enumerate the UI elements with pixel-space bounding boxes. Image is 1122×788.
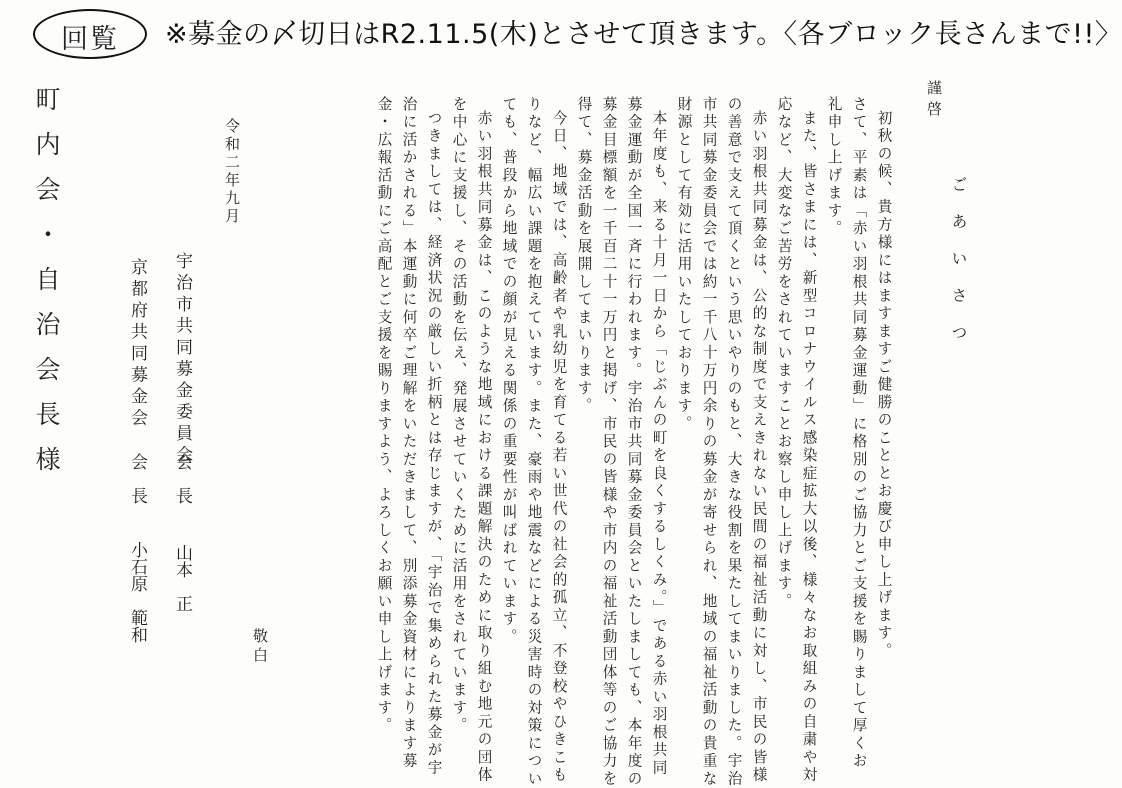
body-line: ても、普段から地域での顔が見える関係の重要性が叫ばれています。 bbox=[500, 96, 518, 647]
body-line: 得て、募金活動を展開してまいります。 bbox=[575, 96, 593, 416]
body-line: 今日、地域では、高齢者や乳幼児を育てる若い世代の社会的孤立、不登校やひきこも bbox=[550, 110, 568, 785]
body-line: りなど、幅広い課題を抱えています。また、豪雨や地震などによる災害時の対策につい bbox=[525, 96, 543, 788]
sender-org-uji: 宇治市共同募金委員会 bbox=[172, 252, 192, 467]
addressee: 町内会・自治会長様 bbox=[32, 86, 61, 491]
body-line: を中心に支援し、その活動を伝え、発展させていくために活用をされています。 bbox=[450, 96, 468, 735]
body-line: 募金目標額を一千百二十一万円と掲げ、市民の皆様や市内の福祉活動団体等のご協力を bbox=[600, 96, 618, 788]
body-line: 募金運動が全国一斉に行われます。宇治市共同募金委員会といたしましても、本年度の bbox=[625, 96, 643, 788]
body-line: 礼申し上げます。 bbox=[825, 96, 843, 238]
body-line: 治に活かされる」本運動に何卒ご理解をいただきまして、別添募金資材によります募 bbox=[400, 96, 418, 771]
body-line: 初秋の候、貴方様にはますますご健勝のこととお慶び申し上げます。 bbox=[875, 110, 893, 661]
letter-title: ごあいさつ bbox=[949, 176, 968, 361]
body-line: 赤い羽根共同募金は、公的な制度で支えきれない民間の福祉活動に対し、市民の皆様 bbox=[750, 110, 768, 785]
body-line: 赤い羽根共同募金は、このような地域における課題解決のために取り組む地元の団体 bbox=[475, 110, 493, 785]
body-line: さて、平素は「赤い羽根共同募金運動」に格別のご協力とご支援を賜りまして厚くお bbox=[850, 96, 868, 771]
sender-title-kyoto: 会 長 bbox=[127, 453, 147, 504]
body-line: の善意で支えて頂くという思いやりのもと、大きな役割を果たしてまいりました。宇治 bbox=[725, 96, 743, 788]
sender-org-kyoto: 京都府共同募金会 bbox=[127, 258, 147, 430]
body-line: 本年度も、来る十月一日から「じぶんの町を良くするしくみ。」である赤い羽根共同 bbox=[650, 110, 668, 778]
body-line: 応など、大変なご苦労をされていますことお察し申し上げます。 bbox=[775, 96, 793, 611]
handwritten-deadline-note: ※募金の〆切日はR2.11.5(木)とさせて頂きます。〈各ブロック長さんまで!!〉 bbox=[165, 19, 1122, 50]
circulation-stamp-label: 回覧 bbox=[61, 24, 119, 55]
sender-name-uji: 山本 正 bbox=[172, 544, 192, 612]
body-line: 金・広報活動にご高配とご支援を賜りますよう、よろしくお願い申し上げます。 bbox=[375, 96, 393, 735]
body-line: また、皆さまには、新型コロナウイルス感染症拡大以後、様々なお取組みの自粛や対 bbox=[800, 110, 818, 785]
body-line: 財源として有効に活用いたしております。 bbox=[675, 96, 693, 434]
sender-title-uji: 会 長 bbox=[172, 453, 192, 504]
body-line: つきましては、経済状況の厳しい折柄とは存じますが、「宇治で集められた募金が宇 bbox=[425, 110, 443, 778]
sender-name-kyoto: 小石原 範和 bbox=[127, 541, 147, 643]
letter-date: 令和二年九月 bbox=[223, 118, 241, 226]
salutation: 謹啓 bbox=[925, 80, 943, 122]
closing-keigu: 敬白 bbox=[251, 628, 269, 666]
body-line: 市共同募金委員会では約一千八十万円余りの募金が寄せられ、地域の福祉活動の貴重な bbox=[700, 96, 718, 788]
circulation-stamp bbox=[33, 9, 147, 59]
